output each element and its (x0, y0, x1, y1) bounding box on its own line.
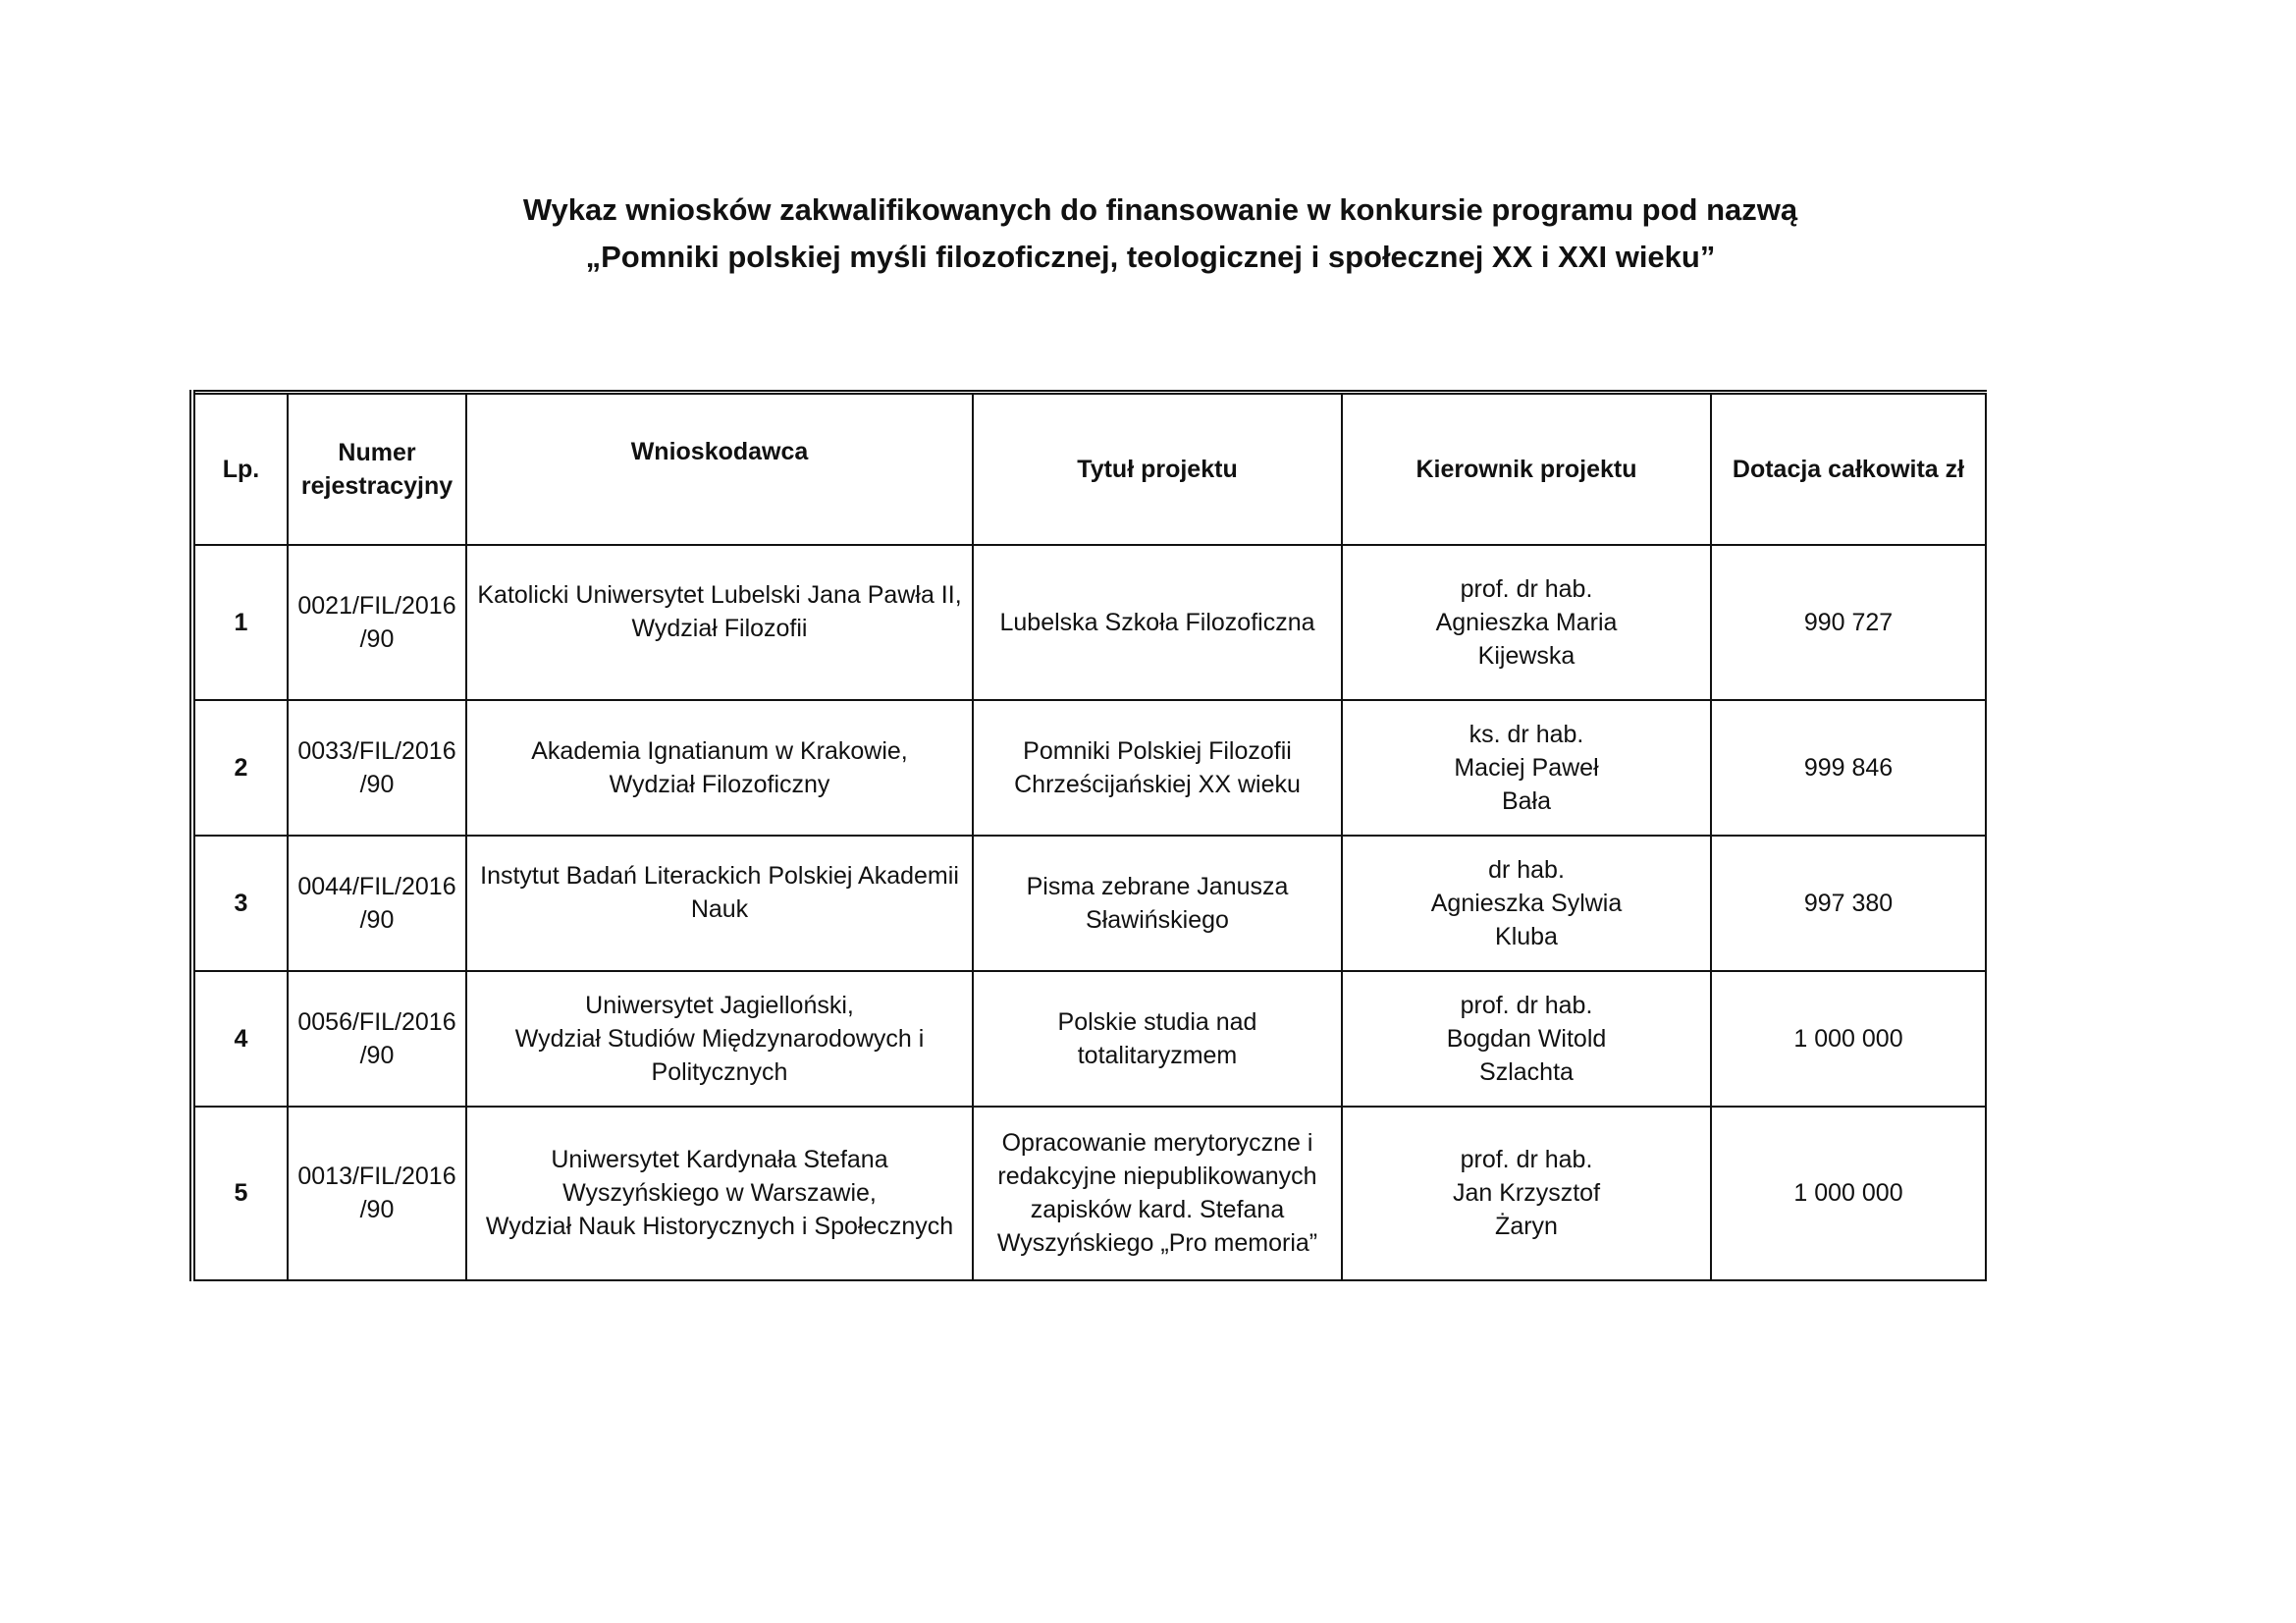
header-tytul: Tytuł projektu (973, 393, 1342, 545)
cell-tytul-line: zapisków kard. Stefana (1030, 1196, 1285, 1223)
table-body (192, 545, 1986, 1280)
cell-kierownik-line: prof. dr hab. (1460, 574, 1593, 603)
cell-kierownik-line: prof. dr hab. (1460, 991, 1593, 1019)
cell-wnioskodawca-line: Katolicki Uniwersytet Lubelski Jana Pawła II, (477, 580, 962, 609)
cell-tytul-line: Polskie studia nad (1057, 1007, 1257, 1036)
cell-wnioskodawca (466, 971, 973, 1107)
cell-dotacja: 990 727 (1711, 545, 1986, 700)
cell-wnioskodawca-line: Nauk (690, 894, 749, 923)
title-line-1: Wykaz wniosków zakwalifikowanych do finansowanie w konkursie programu pod nazwą (522, 192, 1798, 227)
header-numer-line2: rejestracyjny (300, 471, 454, 500)
header-wnioskodawca-label: Wnioskodawca (630, 437, 809, 465)
cell-numer-line2: /90 (359, 1196, 395, 1223)
cell-kierownik-line: Agnieszka Maria (1435, 608, 1618, 636)
cell-numer-line2: /90 (359, 905, 395, 934)
cell-kierownik (1342, 545, 1711, 700)
cell-kierownik-line: Szlachta (1479, 1057, 1574, 1086)
cell-lp: 5 (192, 1107, 288, 1280)
cell-kierownik (1342, 1107, 1711, 1280)
cell-numer-line2: /90 (359, 1041, 395, 1069)
cell-tytul-line: Sławińskiego (1086, 905, 1229, 934)
table-header-row (192, 393, 1986, 545)
cell-tytul-line: Chrześcijańskiej XX wieku (1014, 770, 1301, 798)
cell-numer-line2: /90 (359, 624, 395, 653)
header-numer (288, 393, 466, 545)
cell-numer-line1: 0033/FIL/2016 (297, 736, 456, 765)
cell-kierownik-line: Maciej Paweł (1454, 753, 1599, 782)
cell-tytul-line: totalitaryzmem (1077, 1041, 1238, 1069)
cell-wnioskodawca (466, 700, 973, 836)
cell-dotacja: 1 000 000 (1711, 971, 1986, 1107)
cell-tytul-line: Wyszyńskiego „Pro memoria” (996, 1229, 1318, 1257)
cell-numer (288, 545, 466, 700)
cell-numer-line1: 0056/FIL/2016 (297, 1007, 456, 1036)
cell-numer (288, 700, 466, 836)
cell-tytul-line: Pisma zebrane Janusza (1026, 872, 1289, 900)
cell-wnioskodawca-line: Uniwersytet Kardynała Stefana (551, 1146, 888, 1173)
cell-lp: 1 (192, 545, 288, 700)
cell-dotacja: 1 000 000 (1711, 1107, 1986, 1280)
cell-kierownik-line: Kijewska (1477, 641, 1575, 670)
cell-lp: 3 (192, 836, 288, 971)
cell-kierownik-line: Bogdan Witold (1446, 1024, 1607, 1053)
table-row (192, 1107, 1986, 1280)
cell-wnioskodawca-line: Akademia Ignatianum w Krakowie, (531, 736, 908, 765)
cell-kierownik (1342, 971, 1711, 1107)
table-row (192, 545, 1986, 700)
cell-kierownik-line: ks. dr hab. (1468, 720, 1584, 748)
cell-kierownik-line: Kluba (1495, 922, 1558, 950)
table-row (192, 971, 1986, 1107)
cell-tytul-line: Pomniki Polskiej Filozofii (1023, 736, 1292, 765)
applications-table (189, 390, 1987, 1281)
cell-tytul (973, 545, 1342, 700)
cell-numer (288, 971, 466, 1107)
cell-numer-line2: /90 (359, 770, 395, 798)
table-row (192, 700, 1986, 836)
cell-dotacja: 999 846 (1711, 700, 1986, 836)
cell-wnioskodawca (466, 1107, 973, 1280)
header-kierownik: Kierownik projektu (1342, 393, 1711, 545)
cell-kierownik-line: prof. dr hab. (1460, 1146, 1593, 1173)
cell-numer-line1: 0013/FIL/2016 (297, 1163, 456, 1190)
cell-tytul (973, 700, 1342, 836)
cell-tytul (973, 971, 1342, 1107)
cell-numer (288, 836, 466, 971)
cell-numer-line1: 0044/FIL/2016 (297, 872, 456, 900)
cell-wnioskodawca-line: Wydział Nauk Historycznych i Społecznych (485, 1213, 954, 1240)
cell-wnioskodawca-line: Wydział Filozoficzny (609, 770, 830, 798)
cell-tytul (973, 836, 1342, 971)
cell-kierownik-line: dr hab. (1488, 855, 1565, 884)
cell-tytul-line: Lubelska Szkoła Filozoficzna (999, 608, 1315, 636)
cell-numer-line1: 0021/FIL/2016 (297, 591, 456, 620)
header-dotacja: Dotacja całkowita zł (1711, 393, 1986, 545)
header-numer-line1: Numer (338, 438, 416, 466)
cell-wnioskodawca (466, 545, 973, 700)
header-wnioskodawca (466, 393, 973, 545)
cell-wnioskodawca (466, 836, 973, 971)
table-row (192, 836, 1986, 971)
cell-kierownik (1342, 836, 1711, 971)
cell-wnioskodawca-line: Wydział Studiów Międzynarodowych i (514, 1024, 925, 1053)
cell-numer (288, 1107, 466, 1280)
cell-tytul-line: redakcyjne niepublikowanych (997, 1163, 1317, 1190)
cell-kierownik (1342, 700, 1711, 836)
cell-lp: 2 (192, 700, 288, 836)
title-line-2: „Pomniki polskiej myśli filozoficznej, teologicznej i społecznej XX i XXI wieku” (585, 240, 1716, 274)
cell-kierownik-line: Agnieszka Sylwia (1430, 889, 1623, 917)
header-lp: Lp. (192, 393, 288, 545)
cell-dotacja: 997 380 (1711, 836, 1986, 971)
cell-kierownik-line: Jan Krzysztof (1452, 1179, 1601, 1207)
cell-lp: 4 (192, 971, 288, 1107)
cell-wnioskodawca-line: Uniwersytet Jagielloński, (585, 991, 854, 1019)
cell-kierownik-line: Bała (1501, 786, 1552, 815)
cell-wnioskodawca-line: Instytut Badań Literackich Polskiej Akademii (480, 861, 959, 890)
document-title (0, 187, 2296, 281)
cell-tytul (973, 1107, 1342, 1280)
cell-kierownik-line: Żaryn (1495, 1213, 1558, 1240)
cell-wnioskodawca-line: Politycznych (651, 1057, 788, 1086)
cell-wnioskodawca-line: Wydział Filozofii (631, 614, 808, 642)
cell-tytul-line: Opracowanie merytoryczne i (1001, 1129, 1313, 1157)
cell-wnioskodawca-line: Wyszyńskiego w Warszawie, (562, 1179, 877, 1207)
